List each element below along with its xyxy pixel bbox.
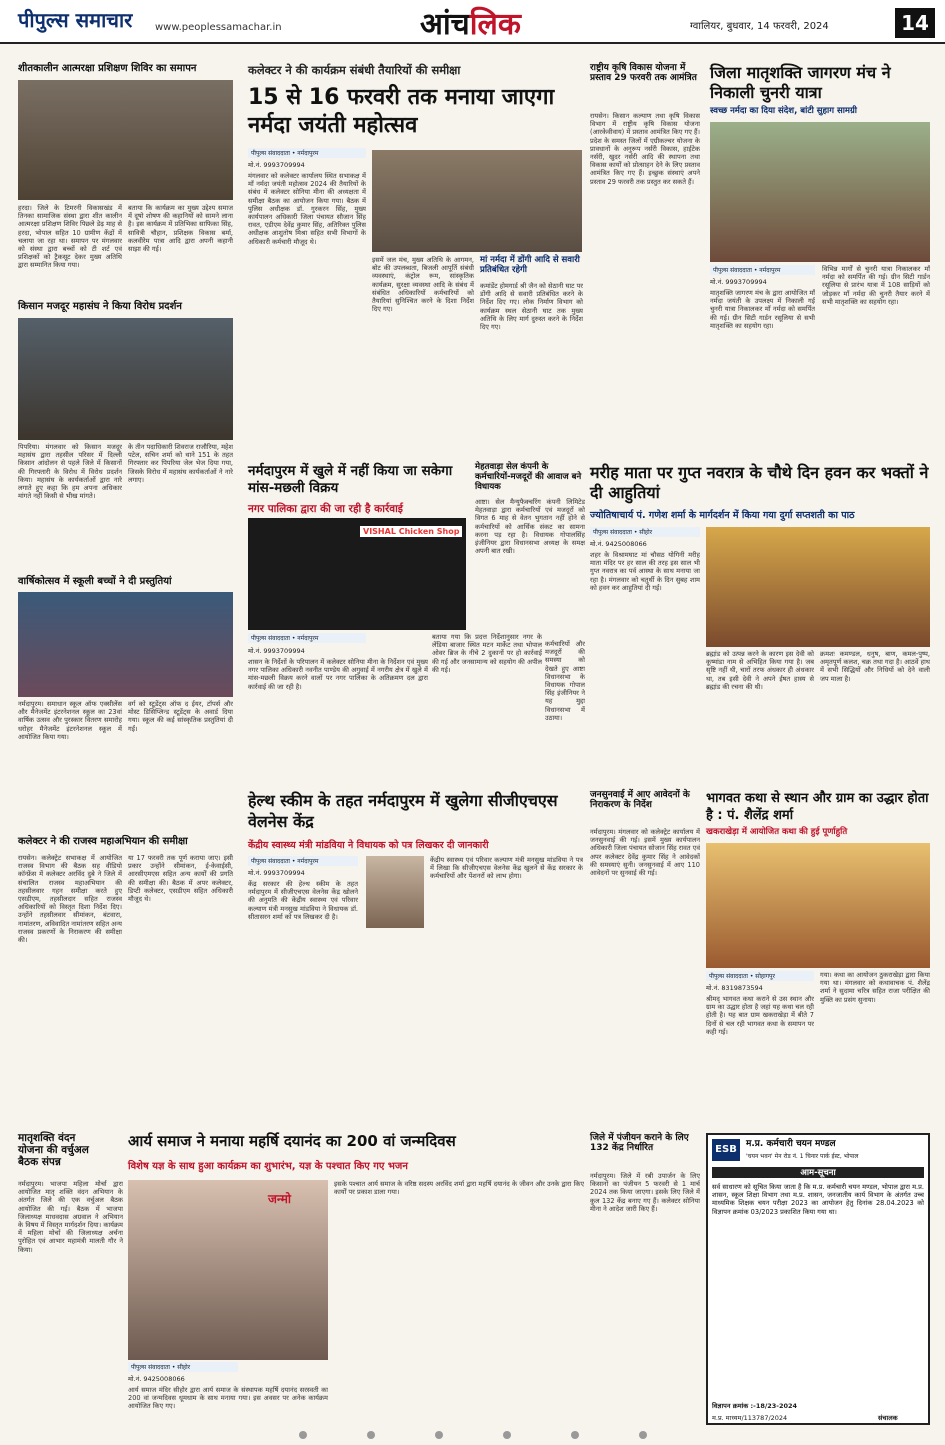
jansunwai-body: नर्मदापुरम। मंगलवार को कलेक्ट्रेट कार्यालय में जनसुनवाई की गई। इसमें मुख्य कार्यपालन अधिकारी जिला पंचायत सोजान सिंह रावत एवं अपर कलेक्टर देवेंद्र कुमार सिंह ने आवेदकों की समस्याएं सुनी। जनसुनवाई में आए 110 आवेदनों पर सुनवाई की गई।: [590, 828, 700, 878]
esb-notice-ad: [706, 1133, 930, 1425]
s5-title-c: बैठक संपन्न: [18, 1156, 61, 1169]
main-byline: पीपुल्स संवाददाता • नर्मदापुरम: [248, 148, 366, 158]
arya-byline: पीपुल्स संवाददाता • सीहोर: [128, 1362, 238, 1372]
s5-headline: [18, 1132, 123, 1168]
marhi-body: शहर के विश्रामघाट मां चौसठ योगिनी मरीह माता मंदिर पर हर साल की तरह इस साल भी गुप्त नवरात्र का पर्व आस्था के साथ मनाया जा रहा है। मंगलवार को चतुर्थी के दिन सुबह शाम को हवन कर आहुतियां दी गईं।: [590, 551, 700, 592]
marhi-body-3: क्रमशः कमण्डल, धनुष, बाण, कमल-पुष्प, अमृतपूर्ण कलश, चक्र तथा गदा है। आठवें हाथ में सभी सिद्धियों और निधियों को देने वाली जप माला है।: [820, 650, 930, 683]
health-body: केंद्र सरकार की हेल्थ स्कीम के तहत नर्मदापुरम में सीजीएचएस वेलनेस केंद्र खोलने की अनुमति की केंद्रीय स्वास्थ्य एवं परिवार कल्याण मंत्री मनसुख मांडविया ने विधायक डॉ. सीतासरन शर्मा को पत्र लिखकर दी है।: [248, 880, 358, 921]
s1-photo: [18, 80, 233, 200]
ad-body: सर्व साधारण को सूचित किया जाता है कि म.प्र. कर्मचारी चयन मण्डल, भोपाल द्वारा म.प्र. शासन, स्कूल शिक्षा विभाग तथा म.प्र. शासन, जनजातीय कार्य विभाग के अंतर्गत उच्च माध्यमिक शिक्षक चयन परीक्षा 2023 का आयोजन हेतु दिनांक 28.04.2023 को विज्ञापन क्रमांक 03/2023 प्रकाशित किया गया था।: [712, 1183, 924, 1216]
s3-body: नर्मदापुरम। समाधान स्कूल ऑफ एक्सीलेंस और मैनेजमेंट इंटरनेशनल स्कूल का 23वां वार्षिक उत्सव और पुरस्कार वितरण समारोह धरोहर मैनेजमेंट इंटरनेशनल स्कूल में आयोजित किया गया।: [18, 700, 122, 741]
ad-title: म.प्र. कर्मचारी चयन मण्डल: [746, 1139, 836, 1149]
rastriya-headline: राष्ट्रीय कृषि विकास योजना में प्रस्ताव 29 फरवरी तक आमंत्रित: [590, 63, 697, 84]
registration-marks: [0, 1431, 945, 1441]
meat-photo: [248, 518, 466, 630]
marhi-subheadline: ज्योतिषाचार्य पं. गणेश शर्मा के मार्गदर्शन में किया गया दुर्गा सप्तशती का पाठ: [590, 510, 855, 521]
main-photo: [372, 150, 582, 252]
marhi-photo: [706, 527, 930, 647]
chunri-headline: जिला मातृशक्ति जागरण मंच ने निकाली चुनरी यात्रा: [710, 63, 891, 102]
marhi-body-2: ब्रह्मांड को उत्पन्न करने के कारण इस देवी को कूष्मांडा नाम से अभिहित किया गया है। जब सृष्टि नहीं थी, चारों तरफ अंधकार ही अंधकार था, तब इसी देवी ने अपने ईषत हास्य से ब्रह्मांड की रचना की थी।: [706, 650, 814, 691]
arya-subheadline: विशेष यज्ञ के साथ हुआ कार्यक्रम का शुभारंभ, यज्ञ के पश्चात किए गए भजन: [128, 1161, 408, 1172]
chunri-photo: [710, 122, 930, 262]
chunri-subheadline: स्वच्छ नर्मदा का दिया संदेश, बांटी सुहाग सामग्री: [710, 106, 858, 116]
s4-body: रायसेन। कलेक्ट्रेट सभाकक्ष में आयोजित राजस्व विभाग की बैठक सह वीडियो कॉन्फ्रेंस में कलेक्टर अरविंद दुबे ने जिले में संचालित राजस्व महाअभियान की तहसीलवार गहन समीक्षा करते हुए एसडीएम, तहसीलदार सहित राजस्व अधिकारियों को विस्तृत दिशा निर्देश दिए। उन्होंने तहसीलवार सीमांकन, बंटवारा, नामांतरण, अविवादित नामांतरण सहित अन्य राजस्व प्रकरणों के निराकरण की समीक्षा की।: [18, 854, 122, 945]
bhagwat-byline: पीपुल्स संवाददाता • सोहागपुर: [706, 971, 814, 981]
s2-photo: [18, 318, 233, 440]
chunri-byline: पीपुल्स संवाददाता • नर्मदापुरम: [710, 265, 815, 275]
s2-headline: किसान मजदूर महासंघ ने किया विरोध प्रदर्शन: [18, 301, 182, 312]
health-portrait: [366, 856, 424, 928]
cement-headline: मेहतवाड़ा सेल कंपनी के कर्मचारियों-मजदूरों की आवाज बने विधायक: [475, 462, 582, 492]
meat-body: शासन के निर्देशों के परिपालन में कलेक्टर सोनिया मीना के निर्देशन एवं मुख्य नगर पालिका अधिकारी नवनीत पाण्डेय की अगुवाई में नगरीय क्षेत्र में खुले में मांस-मछली विक्रय करने वालों पर नगर पालिका के अतिक्रमण दल द्वारा कार्रवाई की जा रही है।: [248, 658, 428, 691]
bhagwat-mobile: मो.नं. 8319873594: [706, 984, 763, 992]
rastriya-body: रायसेन। किसान कल्याण तथा कृषि विकास विभाग में राष्ट्रीय कृषि विकास योजना (आरकेवीवाय) में प्रस्ताव आमंत्रित किए गए हैं। प्रदेश के समस्त जिलों में एग्रीकल्चर योजना के प्रावधानों के अनुरूप नर्सरी विकास, हाईटेक नर्सरी, खुदर नर्सरी आदि की स्थापना तथा विकास कार्यों को प्रोत्साहन देने के लिए प्रस्ताव आमंत्रित किए गए हैं। इच्छुक संस्थाएं अपने प्रस्ताव 29 फरवरी तक प्रस्तुत कर सकते हैं।: [590, 112, 700, 186]
arya-body: आर्य समाज मंदिर सीहोर द्वारा आर्य समाज के संस्थापक महर्षि दयानंद सरस्वती का 200 वां जन्मदिवस धूमधाम के साथ मनाया गया। इस अवसर पर अनेक कार्यक्रम आयोजित किए गए।: [128, 1386, 328, 1411]
section-title-a: आंच: [420, 7, 470, 42]
main-body: मंगलवार को कलेक्टर कार्यालय स्थित सभाकक्ष में माँ नर्मदा जयंती महोत्सव 2024 की तैयारियों के संबंध में कलेक्टर सोनिया मीना की अध्यक्षता में समीक्षा बैठक का आयोजन किया गया। बैठक में पुलिस अधीक्षक डॉ. गुरकरन सिंह, मुख्य कार्यपालन अधिकारी जिला पंचायत सौजान सिंह रावत, एडीएम देवेंद्र कुमार सिंह, अतिरिक्त पुलिस अधीक्षक आशुतोष मिश्रा सहित सभी विभागों के अधिकारी कर्मचारी मौजूद थे।: [248, 172, 366, 246]
main-mobile: मो.नं. 9993709994: [248, 161, 305, 169]
s1-headline: शीतकालीन आत्मरक्षा प्रशिक्षण शिविर का समापन: [18, 63, 197, 74]
health-headline: हेल्थ स्कीम के तहत नर्मदापुरम में खुलेगा सीजीएचएस वेलनेस केंद्र: [248, 791, 558, 831]
ad-footer-left: विज्ञापन क्रमांक :-18/23-2024: [712, 1402, 798, 1410]
s3-body-2: वर्ग को स्टूडेंट्स ऑफ द ईयर, टॉपर्स और मोस्ट डिसिप्लिन्ड स्टूडेंट्स के अवार्ड दिया गया। स्कूल की कई सांस्कृतिक प्रस्तुतियां दी गईं।: [128, 700, 233, 733]
bhagwat-subheadline: खकराखेड़ा में आयोजित कथा की हुई पूर्णाहुति: [706, 827, 848, 837]
health-subheadline: केंद्रीय स्वास्थ्य मंत्री मांडविया ने विधायक को पत्र लिखकर दी जानकारी: [248, 840, 489, 851]
meat-subheadline: नगर पालिका द्वारा की जा रही है कार्रवाई: [248, 503, 403, 515]
main-body-2: इसमें जल मंच, मुख्य अतिथि के आगमन, बोट की उपलब्धता, बिजली आपूर्ति संबंधी व्यवस्थाएं, कंट्रोल रूम, सांस्कृतिक कार्यक्रम, सुरक्षा व्यवस्था आदि के संबंध में संबंधित अधिकारियों कर्मचारियों को तैयारियां सुनिश्चित करने के दिशा निर्देश दिए गए।: [372, 256, 474, 314]
arya-photo: [128, 1180, 328, 1360]
section-title-b: लिक: [469, 7, 521, 42]
s5-title-a: मातृशक्ति वंदन: [18, 1132, 76, 1144]
s1-body: हरदा। जिले के टिमरनी विकासखंड में तिनका सामाजिक संस्था द्वारा शीत कालीन आत्मरक्षा प्रशिक्षण शिविर पिछले डेढ़ माह से हरदा, भोपाल सहित 10 ग्रामीण केंद्रों में चलाया जा रहा था। समापन पर मंगलवार को संस्था द्वारा बच्चों को टी शर्ट एवं प्रशिक्षकों को ट्रैकसूट देकर मुख्य अतिथि द्वारा सम्मानित किया गया।: [18, 204, 122, 270]
page-number: 14: [895, 8, 935, 38]
health-body-2: केंद्रीय स्वास्थ्य एवं परिवार कल्याण मंत्री मनसुख मांडविया ने पत्र में लिखा कि सीजीएचएस वेलनेस केंद्र खुलने से केंद्र सरकार के कर्मचारियों और पेंशनरों को लाभ होगा।: [430, 856, 583, 881]
shop-sign: VISHAL Chicken Shop: [360, 526, 462, 537]
arya-body-2: इसके पश्चात आर्य समाज के वरिष्ठ सदस्य अरविंद शर्मा द्वारा महर्षि दयानंद के जीवन और उनके द्वारा किए कार्यों पर प्रकाश डाला गया।: [334, 1180, 584, 1197]
cement-body: आष्टा। सेल मैन्युफैक्चरिंग कंपनी लिमिटेड मेहतवाड़ा द्वारा कर्मचारियों एवं मजदूरों को विगत 6 माह से वेतन भुगतान नहीं होने से कर्मचारियों को आर्थिक संकट का सामना करना पड़ रहा है। विधायक गोपालसिंह इंजीनियर द्वारा विधानसभा अध्यक्ष के समक्ष अपनी बात रखी।: [475, 498, 585, 556]
bhagwat-headline: भागवत कथा से स्थान और ग्राम का उद्धार होता है : पं. शैलेंद्र शर्मा: [706, 791, 929, 823]
main-sub-body: कमांडेंट होमगार्ड श्री जैन को सेठानी घाट पर डोंगी आदि से सवारी प्रतिबंधित करने के निर्देश दिए गए। लोक निर्माण विभाग को कार्यक्रम स्थल सेठानी घाट तक मुख्य अतिथि के लिए मार्ग दुरुस्त करने के निर्देश दिए गए।: [480, 282, 583, 332]
ad-address: 'चयन भवन' मेन रोड नं. 1 चिनार पार्क ईस्ट, भोपाल: [746, 1153, 859, 1160]
chunri-mobile: मो.नं. 9993709994: [710, 278, 767, 286]
s4-headline: कलेक्टर ने की राजस्व महाअभियान की समीक्षा: [18, 836, 188, 847]
main-headline: 15 से 16 फरवरी तक मनाया जाएगा नर्मदा जयंती महोत्सव: [248, 85, 555, 138]
s2-body-2: के तीन पदाधिकारी शिवराज राजौरिया, महेश पटेल, सचिन शर्मा को थाने 151 के तहत गिरफ्तार कर पिपरिया जेल भेज दिया गया, जिसके विरोध में महासंघ कार्यकर्ताओं ने नारे लगाए।: [128, 443, 233, 484]
ad-footer-right: संचालक: [878, 1414, 898, 1422]
ad-footer-mid: म.प्र. माध्यम/113787/2024: [712, 1414, 788, 1422]
s2-body: पिपरिया। मंगलवार को किसान मजदूर महासंघ द्वारा तहसील परिसर में दिल्ली किसान आंदोलन से पहले जिले में किसानों की गिरफ्तारी के विरोध में विरोध प्रदर्शन किया। महासंघ के कार्यकर्ताओं द्वारा नारे लगाते हुए कहा कि हम अपना अधिकार मांगते नहीं किसी से भीख मांगते।: [18, 443, 122, 501]
arya-mobile: मो.नं. 9425008066: [128, 1375, 185, 1383]
meat-body-2: बताया गया कि प्रदत्त निर्देशानुसार नगर के लेंडिया बाजार स्थित मटन मार्केट तथा भोपाल ओवर ब्रिज के नीचे 2 दुकानों पर हो कार्रवाई की गई और जनसामान्य को सहयोग की अपील की गई।: [432, 633, 542, 674]
meat-byline: पीपुल्स संवाददाता • नर्मदापुरम: [248, 633, 366, 643]
bhagwat-body-2: गया। कथा का आयोजन ठुकराखेड़ा द्वारा किया गया था। मंगलवार को कथावाचक पं. शैलेंद्र शर्मा ने सुदामा चरित्र सहित राजा परीक्षित की मुक्ति का प्रसंग सुनाया।: [820, 971, 930, 1004]
bhagwat-body: श्रीमद् भागवत कथा कराने से उस स्थान और ग्राम का उद्धार होता है जहां यह कथा चल रही होती है। यह बात ग्राम खकराखेड़ा में बीते 7 दिनों से चल रही भागवत कथा के समापन पर कही गई।: [706, 995, 814, 1036]
dateline: ग्वालियर, बुधवार, 14 फरवरी, 2024: [690, 21, 829, 32]
meat-headline: नर्मदापुरम में खुले में नहीं किया जा सकेगा मांस-मछली विक्रय: [248, 463, 453, 496]
health-byline: पीपुल्स संवाददाता • नर्मदापुरम: [248, 856, 358, 866]
marhi-headline: मरीह माता पर गुप्त नवरात्र के चौथे दिन हवन कर भक्तों ने दी आहुतियां: [590, 463, 929, 502]
ad-notice: आम-सूचना: [712, 1167, 924, 1178]
s5-title-b: योजना की वर्चुअल: [18, 1144, 89, 1157]
masthead-logo: पीपुल्स समाचार: [18, 8, 133, 32]
cement-body-2: कर्मचारियों और मजदूरों की समस्या को देखते हुए आष्टा विधानसभा के विधायक गोपाल सिंह इंजीनियर ने यह मुद्दा विधानसभा में उठाया।: [545, 640, 585, 722]
bhagwat-photo: [706, 843, 930, 968]
main-kicker: कलेक्टर ने की कार्यक्रम संबंधी तैयारियों की समीक्षा: [248, 63, 461, 77]
marhi-mobile: मो.नं. 9425008066: [590, 540, 647, 548]
meat-mobile: मो.नं. 9993709994: [248, 647, 305, 655]
arya-banner: जन्मो: [268, 1192, 292, 1206]
panjiyan-headline: जिले में पंजीयन कराने के लिए 132 केंद्र निर्धारित: [590, 1133, 689, 1154]
s5-body: नर्मदापुरम। भाजपा महिला मोर्चा द्वारा आयोजित मातृ शक्ति वंदन अभियान के अंतर्गत जिले की एक वर्चुअल बैठक आयोजित की गई। बैठक में भाजपा जिलाध्यक्ष माधवदास अग्रवाल ने अभियान के विषय में विस्तृत मार्गदर्शन दिया। कार्यक्रम में महिला मोर्चा की जिलाध्यक्ष अर्चना पुरोहित एवं आभार महामंत्री मालती गौर ने किया।: [18, 1180, 123, 1254]
health-mobile: मो.नं. 9993709994: [248, 869, 305, 877]
chunri-body: मातृशक्ति जागरण मंच के द्वारा आयोजित माँ नर्मदा जयंती के उपलक्ष्य में निकाली गई चुनरी यात्रा निकालकर माँ नर्मदा को समर्पित की गई। ग्रीन सिटी गार्डन रसूलिया से सभी मातृशक्ति का सहयोग रहा।: [710, 289, 815, 330]
chunri-body-2: विभिन्न मार्गों से चुनरी यात्रा निकालकर माँ नर्मदा को समर्पित की गई। ग्रीन सिटी गार्डन रसूलिया से प्रारंभ यात्रा में 108 साड़ियों को जोड़कर माँ नर्मदा की चुनरी तैयार करने में सभी मातृशक्ति का सहयोग रहा।: [822, 265, 930, 306]
s3-photo: [18, 592, 233, 697]
arya-headline: आर्य समाज ने मनाया महर्षि दयानंद का 200 वां जन्मदिवस: [128, 1132, 456, 1150]
section-title: [420, 2, 521, 43]
jansunwai-headline: जनसुनवाई में आए आवेदनों के निराकरण के निर्देश: [590, 790, 690, 811]
marhi-byline: पीपुल्स संवाददाता • सीहोर: [590, 527, 700, 537]
s4-body-2: या 17 फरवरी तक पूर्ण कराया जाए। इसी प्रकार उन्होंने सीमांकन, ई-केवाईसी, आरसीएमएस सहित अन्य कार्यों की प्रगति की समीक्षा की। बैठक में अपर कलेक्टर, डिप्टी कलेक्टर, एसडीएम सहित अधिकारी मौजूद थे।: [128, 854, 233, 904]
s3-headline: वार्षिकोत्सव में स्कूली बच्चों ने दी प्रस्तुतियां: [18, 576, 172, 587]
esb-logo: ESB: [712, 1139, 740, 1161]
masthead-bar: [0, 0, 945, 44]
main-sub-headline: मां नर्मदा में डोंगी आदि से सवारी प्रतिबंधित रहेगी: [480, 255, 580, 275]
panjiyan-body: नर्मदापुरम। जिले में रबी उपार्जन के लिए किसानों का पंजीयन 5 फरवरी से 1 मार्च 2024 तक किया जाएगा। इसके लिए जिले में कुल 132 केंद्र बनाए गए हैं। कलेक्टर सोनिया मीना ने आदेश जारी किए हैं।: [590, 1172, 700, 1213]
s1-body-2: बताया कि कार्यक्रम का मुख्य उद्देश्य समाज में दूषो शोषण की कहानियों को सामने लाना है। इस कार्यक्रम में प्रतिभिका साफिका सिंह, सावित्री चौहान, प्रशिक्षक विकास बर्मा, कलवीरेम पात्रा आदि द्वारा अपनी कहानी साझा की गई।: [128, 204, 233, 254]
website-url[interactable]: www.peoplessamachar.in: [155, 22, 282, 33]
